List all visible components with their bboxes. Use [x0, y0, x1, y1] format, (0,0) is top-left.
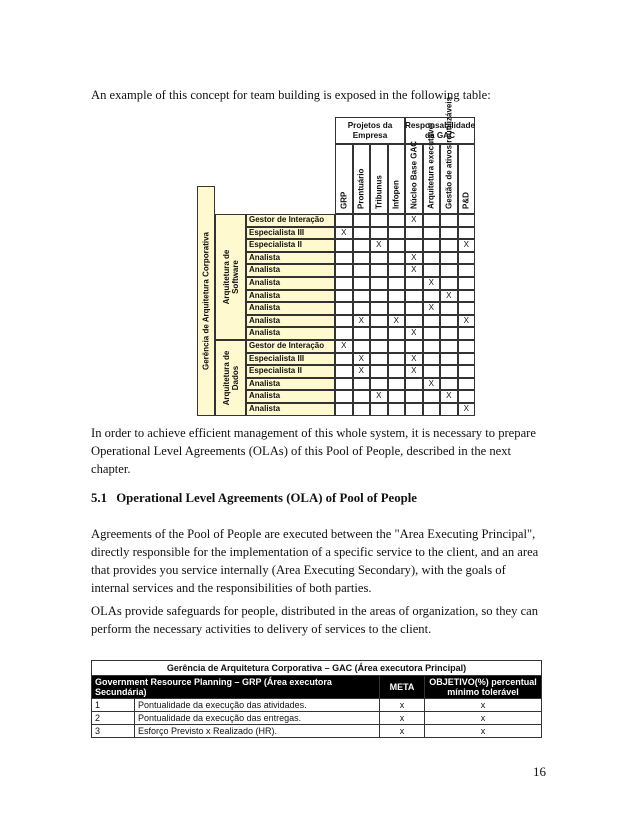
table-row-role: Especialista II — [246, 239, 335, 252]
table-cell-mark — [353, 239, 371, 252]
section-label-text: Arquitetura de Dados — [221, 350, 240, 406]
table-cell-mark — [388, 290, 406, 303]
table-cell-mark — [370, 315, 388, 328]
table-cell-mark: X — [353, 315, 371, 328]
table-cell-mark: X — [440, 390, 458, 403]
table-cell-mark — [353, 302, 371, 315]
ola-row-meta: x — [380, 725, 425, 738]
table-cell-mark: X — [440, 290, 458, 303]
column-group-header: Responsabilidade da GAC — [405, 117, 475, 144]
table-cell-mark: X — [458, 315, 476, 328]
table-cell-mark — [335, 302, 353, 315]
column-group-header: Projetos da Empresa — [335, 117, 405, 144]
table-cell-mark — [458, 214, 476, 227]
table-cell-mark — [335, 390, 353, 403]
table-cell-mark — [335, 365, 353, 378]
table-cell-mark — [353, 252, 371, 265]
table-cell-mark — [353, 227, 371, 240]
ola-table-title: Gerência de Arquitetura Corporativa – GAC (Área executora Principal) — [92, 661, 542, 676]
table-cell-mark — [335, 403, 353, 416]
table-row-role: Especialista II — [246, 365, 335, 378]
table-cell-mark — [370, 277, 388, 290]
table-cell-mark — [405, 315, 423, 328]
table-cell-mark — [458, 365, 476, 378]
table-cell-mark — [405, 403, 423, 416]
table-cell-mark — [388, 239, 406, 252]
table-cell-mark — [388, 302, 406, 315]
section-label — [215, 340, 246, 416]
table-cell-mark — [458, 390, 476, 403]
table-cell-mark — [423, 340, 441, 353]
column-header — [423, 122, 441, 214]
table-cell-mark: X — [405, 264, 423, 277]
table-cell-mark: X — [458, 239, 476, 252]
table-cell-mark — [458, 252, 476, 265]
ola-row-num: 3 — [92, 725, 135, 738]
table-cell-mark — [370, 227, 388, 240]
table-cell-mark — [440, 340, 458, 353]
table-cell-mark: X — [388, 315, 406, 328]
table-row-role: Analista — [246, 302, 335, 315]
table-cell-mark — [423, 390, 441, 403]
table-cell-mark — [370, 365, 388, 378]
table-cell-mark — [353, 290, 371, 303]
table-row-role: Gestor de Interação — [246, 214, 335, 227]
intro-paragraph: An example of this concept for team building is exposed in the following table: — [91, 88, 491, 102]
table-cell-mark — [335, 327, 353, 340]
column-header-label: Infopen — [391, 180, 401, 209]
table-cell-mark — [440, 327, 458, 340]
table-cell-mark — [335, 252, 353, 265]
table-cell-mark — [440, 214, 458, 227]
table-cell-mark — [405, 302, 423, 315]
table-cell-mark — [440, 264, 458, 277]
table-cell-mark — [423, 252, 441, 265]
table-cell-mark — [388, 277, 406, 290]
ola-intro-paragraph: In order to achieve efficient management of this whole system, it is necessary to prepare Operational Level Agreements (OLAs) of this Pool of People, described in the next chapter. — [91, 426, 536, 476]
column-header-label: Arquitetura executável — [426, 122, 436, 209]
column-header — [405, 140, 423, 214]
table-cell-mark — [440, 277, 458, 290]
column-header — [353, 144, 371, 214]
table-row-role: Especialista III — [246, 227, 335, 240]
ola-table — [91, 660, 542, 738]
table-cell-mark — [335, 264, 353, 277]
agreements-paragraph: Agreements of the Pool of People are executed between the "Area Executing Principal", directly responsible for the implementation of a specific service to the client, and an area that provides you service internally (Area Executing Secondary), with the goals of internal services and the responsibilities of both parties. — [91, 527, 539, 595]
column-header-label: Núcleo Base GAC — [409, 140, 419, 209]
table-cell-mark — [458, 302, 476, 315]
table-cell-mark — [353, 378, 371, 391]
table-cell-mark — [353, 403, 371, 416]
ola-row-num: 1 — [92, 699, 135, 712]
table-row-role: Analista — [246, 403, 335, 416]
column-header — [458, 144, 476, 214]
column-header — [388, 144, 406, 214]
table-row — [92, 712, 542, 725]
table-cell-mark — [335, 290, 353, 303]
table-cell-mark — [370, 264, 388, 277]
ola-row-obj: x — [425, 712, 542, 725]
table-cell-mark — [423, 365, 441, 378]
table-cell-mark — [370, 252, 388, 265]
table-cell-mark — [388, 252, 406, 265]
table-cell-mark — [353, 390, 371, 403]
table-row — [92, 725, 542, 738]
table-cell-mark — [423, 214, 441, 227]
table-cell-mark — [335, 378, 353, 391]
table-cell-mark — [405, 239, 423, 252]
table-cell-mark — [370, 214, 388, 227]
table-cell-mark — [335, 239, 353, 252]
section-label-text: Arquitetura de Software — [221, 249, 240, 305]
table-cell-mark — [458, 227, 476, 240]
table-cell-mark — [388, 327, 406, 340]
table-cell-mark — [423, 239, 441, 252]
table-cell-mark: X — [335, 227, 353, 240]
table-cell-mark — [335, 353, 353, 366]
table-cell-mark — [388, 378, 406, 391]
table-row-role: Analista — [246, 264, 335, 277]
table-cell-mark: X — [458, 403, 476, 416]
table-cell-mark — [388, 365, 406, 378]
table-cell-mark — [423, 290, 441, 303]
table-cell-mark — [458, 378, 476, 391]
ola-header-meta: META — [380, 676, 425, 699]
column-header-label: P&D — [461, 192, 471, 209]
safeguards-paragraph: OLAs provide safeguards for people, distributed in the areas of organization, so they can perform the necessary activities to delivery of services to the client. — [91, 604, 539, 636]
table-cell-mark — [370, 403, 388, 416]
column-header — [370, 144, 388, 214]
section-title: Operational Level Agreements (OLA) of Pool of People — [116, 491, 417, 505]
table-cell-mark — [458, 264, 476, 277]
ola-row-num: 2 — [92, 712, 135, 725]
table-cell-mark — [440, 302, 458, 315]
table-cell-mark — [440, 252, 458, 265]
table-cell-mark — [353, 340, 371, 353]
table-cell-mark — [353, 327, 371, 340]
ola-row-obj: x — [425, 699, 542, 712]
table-cell-mark: X — [370, 239, 388, 252]
table-cell-mark: X — [405, 353, 423, 366]
ola-row-desc: Pontualidade da execução das atividades. — [135, 699, 380, 712]
section-number: 5.1 — [91, 491, 107, 505]
table-row-role: Analista — [246, 315, 335, 328]
table-row-role: Analista — [246, 252, 335, 265]
table-cell-mark — [458, 353, 476, 366]
table-cell-mark — [440, 315, 458, 328]
column-header — [335, 144, 353, 214]
column-header — [440, 96, 458, 214]
table-cell-mark: X — [423, 378, 441, 391]
table-cell-mark — [388, 264, 406, 277]
table-cell-mark — [405, 277, 423, 290]
table-cell-mark — [370, 290, 388, 303]
table-cell-mark — [423, 327, 441, 340]
table-cell-mark: X — [353, 365, 371, 378]
ola-row-desc: Pontualidade da execução das entregas. — [135, 712, 380, 725]
ola-header-left: Government Resource Planning – GRP (Área executora Secundária) — [92, 676, 380, 699]
table-cell-mark — [353, 214, 371, 227]
table-cell-mark: X — [335, 340, 353, 353]
ola-header-objetivo: OBJETIVO(%) percentual mínimo tolerável — [425, 676, 542, 699]
table-cell-mark — [423, 227, 441, 240]
table-cell-mark — [388, 390, 406, 403]
table-cell-mark — [405, 340, 423, 353]
table-cell-mark — [458, 277, 476, 290]
table-row-role: Gestor de Interação — [246, 340, 335, 353]
table-row-role: Analista — [246, 277, 335, 290]
table-cell-mark — [423, 264, 441, 277]
table-cell-mark — [370, 378, 388, 391]
section-label — [215, 214, 246, 340]
table-row — [92, 699, 542, 712]
table-cell-mark: X — [405, 214, 423, 227]
table-cell-mark: X — [423, 302, 441, 315]
table-row-role: Analista — [246, 290, 335, 303]
table-cell-mark — [423, 403, 441, 416]
table-cell-mark: X — [405, 252, 423, 265]
table-cell-mark — [440, 365, 458, 378]
table-cell-mark — [458, 327, 476, 340]
table-cell-mark: X — [370, 390, 388, 403]
table-cell-mark — [405, 378, 423, 391]
table-row-role: Analista — [246, 327, 335, 340]
table-row-role: Analista — [246, 378, 335, 391]
outer-group-label-text: Gerência de Arquitetura Corporativa — [201, 231, 211, 370]
table-cell-mark — [423, 315, 441, 328]
table-cell-mark — [388, 353, 406, 366]
ola-row-meta: x — [380, 699, 425, 712]
column-header-label: GRP — [339, 191, 349, 209]
table-cell-mark — [388, 214, 406, 227]
table-cell-mark — [370, 327, 388, 340]
table-cell-mark — [353, 264, 371, 277]
table-cell-mark — [440, 227, 458, 240]
ola-row-obj: x — [425, 725, 542, 738]
column-header-label: Prontuário — [356, 168, 366, 209]
table-cell-mark — [335, 214, 353, 227]
page-number: 16 — [533, 764, 546, 779]
table-cell-mark — [388, 403, 406, 416]
table-cell-mark — [405, 290, 423, 303]
table-cell-mark — [440, 403, 458, 416]
table-cell-mark — [440, 353, 458, 366]
ola-row-desc: Esforço Previsto x Realizado (HR). — [135, 725, 380, 738]
table-row-role: Especialista III — [246, 353, 335, 366]
table-cell-mark: X — [353, 353, 371, 366]
table-cell-mark — [335, 277, 353, 290]
table-cell-mark — [353, 277, 371, 290]
ola-row-meta: x — [380, 712, 425, 725]
outer-group-label — [197, 186, 215, 416]
table-cell-mark — [458, 290, 476, 303]
table-cell-mark — [388, 227, 406, 240]
table-cell-mark — [440, 239, 458, 252]
table-row-role: Analista — [246, 390, 335, 403]
table-cell-mark — [370, 340, 388, 353]
column-header-label: Gestão de ativos reutilizáveis — [444, 96, 454, 209]
table-cell-mark — [370, 302, 388, 315]
table-cell-mark — [370, 353, 388, 366]
table-cell-mark — [388, 340, 406, 353]
table-cell-mark: X — [423, 277, 441, 290]
table-cell-mark — [423, 353, 441, 366]
table-cell-mark — [458, 340, 476, 353]
column-header-label: Tribunus — [374, 175, 384, 209]
table-cell-mark — [335, 315, 353, 328]
table-cell-mark: X — [405, 327, 423, 340]
table-cell-mark: X — [405, 365, 423, 378]
section-heading — [91, 491, 417, 506]
table-cell-mark — [405, 390, 423, 403]
table-cell-mark — [440, 378, 458, 391]
table-cell-mark — [405, 227, 423, 240]
